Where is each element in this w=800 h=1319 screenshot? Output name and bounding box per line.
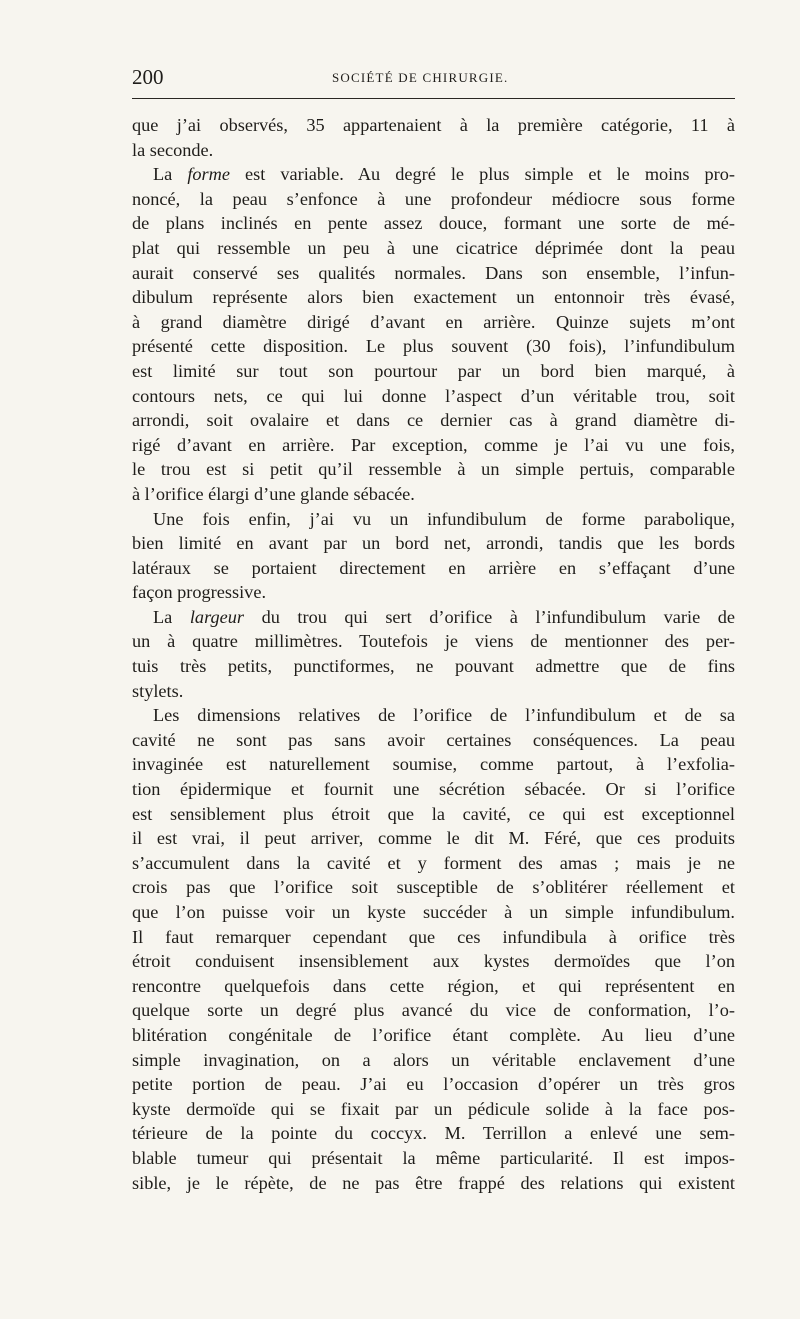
text-line: il est vrai, il peut arriver, comme le dit M. Féré, que ces produits <box>132 828 735 849</box>
text-line: Une fois enfin, j’ai vu un infundibulum de forme parabolique, <box>153 508 735 529</box>
text-line: que l’on puisse voir un kyste succéder à un simple infundibulum. <box>132 902 735 922</box>
text-line: contours nets, ce qui lui donne l’aspect d’un véritable trou, soit <box>132 385 735 406</box>
text-line: la seconde. <box>132 139 214 160</box>
text-line: présenté cette disposition. Le plus souvent (30 fois), l’infundibulum <box>132 336 735 357</box>
text-line: crois pas que l’orifice soit susceptible de s’oblitérer réellement et <box>132 877 735 898</box>
running-title: SOCIÉTÉ DE CHIRURGIE. <box>332 70 509 85</box>
text-fragment: La <box>153 606 173 627</box>
page-number: 200 <box>132 65 164 89</box>
text-line: un à quatre millimètres. Toutefois je viens de mentionner des per- <box>132 631 735 652</box>
text-line: blitération congénitale de l’orifice étant complète. Au lieu d’une <box>132 1024 735 1045</box>
text-fragment: La <box>153 164 173 185</box>
text-line: sible, je le répète, de ne pas être frappé des relations qui existent <box>132 1172 735 1193</box>
text-line: rigé d’avant en arrière. Par exception, comme je l’ai vu une fois, <box>132 434 735 455</box>
text-line: Les dimensions relatives de l’orifice de l’infundibulum et de sa <box>153 705 735 726</box>
text-line: térieure de la pointe du coccyx. M. Terrillon a enlevé une sem- <box>132 1123 735 1144</box>
text-line: dibulum représente alors bien exactement un entonnoir très évasé, <box>132 287 735 308</box>
header-rule <box>132 98 735 99</box>
text-line: étroit conduisent insensiblement aux kystes dermoïdes que l’on <box>132 951 735 972</box>
italic-term: largeur <box>189 606 245 627</box>
text-line: à grand diamètre dirigé d’avant en arrière. Quinze sujets m’ont <box>132 311 735 332</box>
text-line: latéraux se portaient directement en arrière en s’effaçant d’une <box>132 557 735 578</box>
text-line: que j’ai observés, 35 appartenaient à la première catégorie, 11 à <box>132 115 735 135</box>
text-line: le trou est si petit qu’il ressemble à un simple pertuis, comparable <box>132 459 735 480</box>
text-line: rencontre quelquefois dans cette région, et qui représentent en <box>132 975 735 996</box>
text-line: cavité ne sont pas sans avoir certaines conséquences. La peau <box>132 729 735 750</box>
text-line: plat qui ressemble un peu à une cicatrice déprimée dont la peau <box>132 237 735 258</box>
text-line: de plans inclinés en pente assez douce, formant une sorte de mé- <box>132 213 735 234</box>
italic-term: forme <box>187 164 230 185</box>
text-line: stylets. <box>132 680 184 701</box>
text-line: tion épidermique et fournit une sécrétion sébacée. Or si l’orifice <box>132 779 735 800</box>
text-line: s’accumulent dans la cavité et y forment des amas ; mais je ne <box>132 852 735 873</box>
text-line: noncé, la peau s’enfonce à une profondeur médiocre sous forme <box>132 188 735 209</box>
text-line: petite portion de peau. J’ai eu l’occasion d’opérer un très gros <box>132 1074 735 1095</box>
text-line: bien limité en avant par un bord net, arrondi, tandis que les bords <box>132 533 735 554</box>
text-line: simple invagination, on a alors un véritable enclavement d’une <box>132 1049 735 1070</box>
text-line: façon progressive. <box>132 582 267 603</box>
text-line: arrondi, soit ovalaire et dans ce dernier cas à grand diamètre di- <box>132 410 735 431</box>
text-line: aurait conservé ses qualités normales. Dans son ensemble, l’infun- <box>132 262 735 283</box>
text-body <box>132 113 735 1195</box>
text-line: quelque sorte un degré plus avancé du vice de conformation, l’o- <box>132 1000 735 1021</box>
text-line: est sensiblement plus étroit que la cavité, ce qui est exceptionnel <box>132 803 735 824</box>
text-line: tuis très petits, punctiformes, ne pouvant admettre que de fins <box>132 656 735 677</box>
text-line <box>132 162 735 187</box>
text-line: invaginée est naturellement soumise, comme partout, à l’exfolia- <box>132 754 735 775</box>
text-line: à l’orifice élargi d’une glande sébacée. <box>132 483 415 504</box>
text-line: est limité sur tout son pourtour par un bord bien marqué, à <box>132 360 735 381</box>
text-line <box>132 605 735 630</box>
text-fragment: est variable. Au degré le plus simple et le moins pro- <box>245 164 736 185</box>
text-line: Il faut remarquer cependant que ces infundibula à orifice très <box>132 926 735 947</box>
text-fragment: du trou qui sert d’orifice à l’infundibulum varie de <box>261 606 735 627</box>
page-header <box>132 65 735 91</box>
text-line: kyste dermoïde qui se fixait par un pédicule solide à la face pos- <box>132 1098 735 1119</box>
text-line: blable tumeur qui présentait la même particularité. Il est impos- <box>132 1147 735 1168</box>
